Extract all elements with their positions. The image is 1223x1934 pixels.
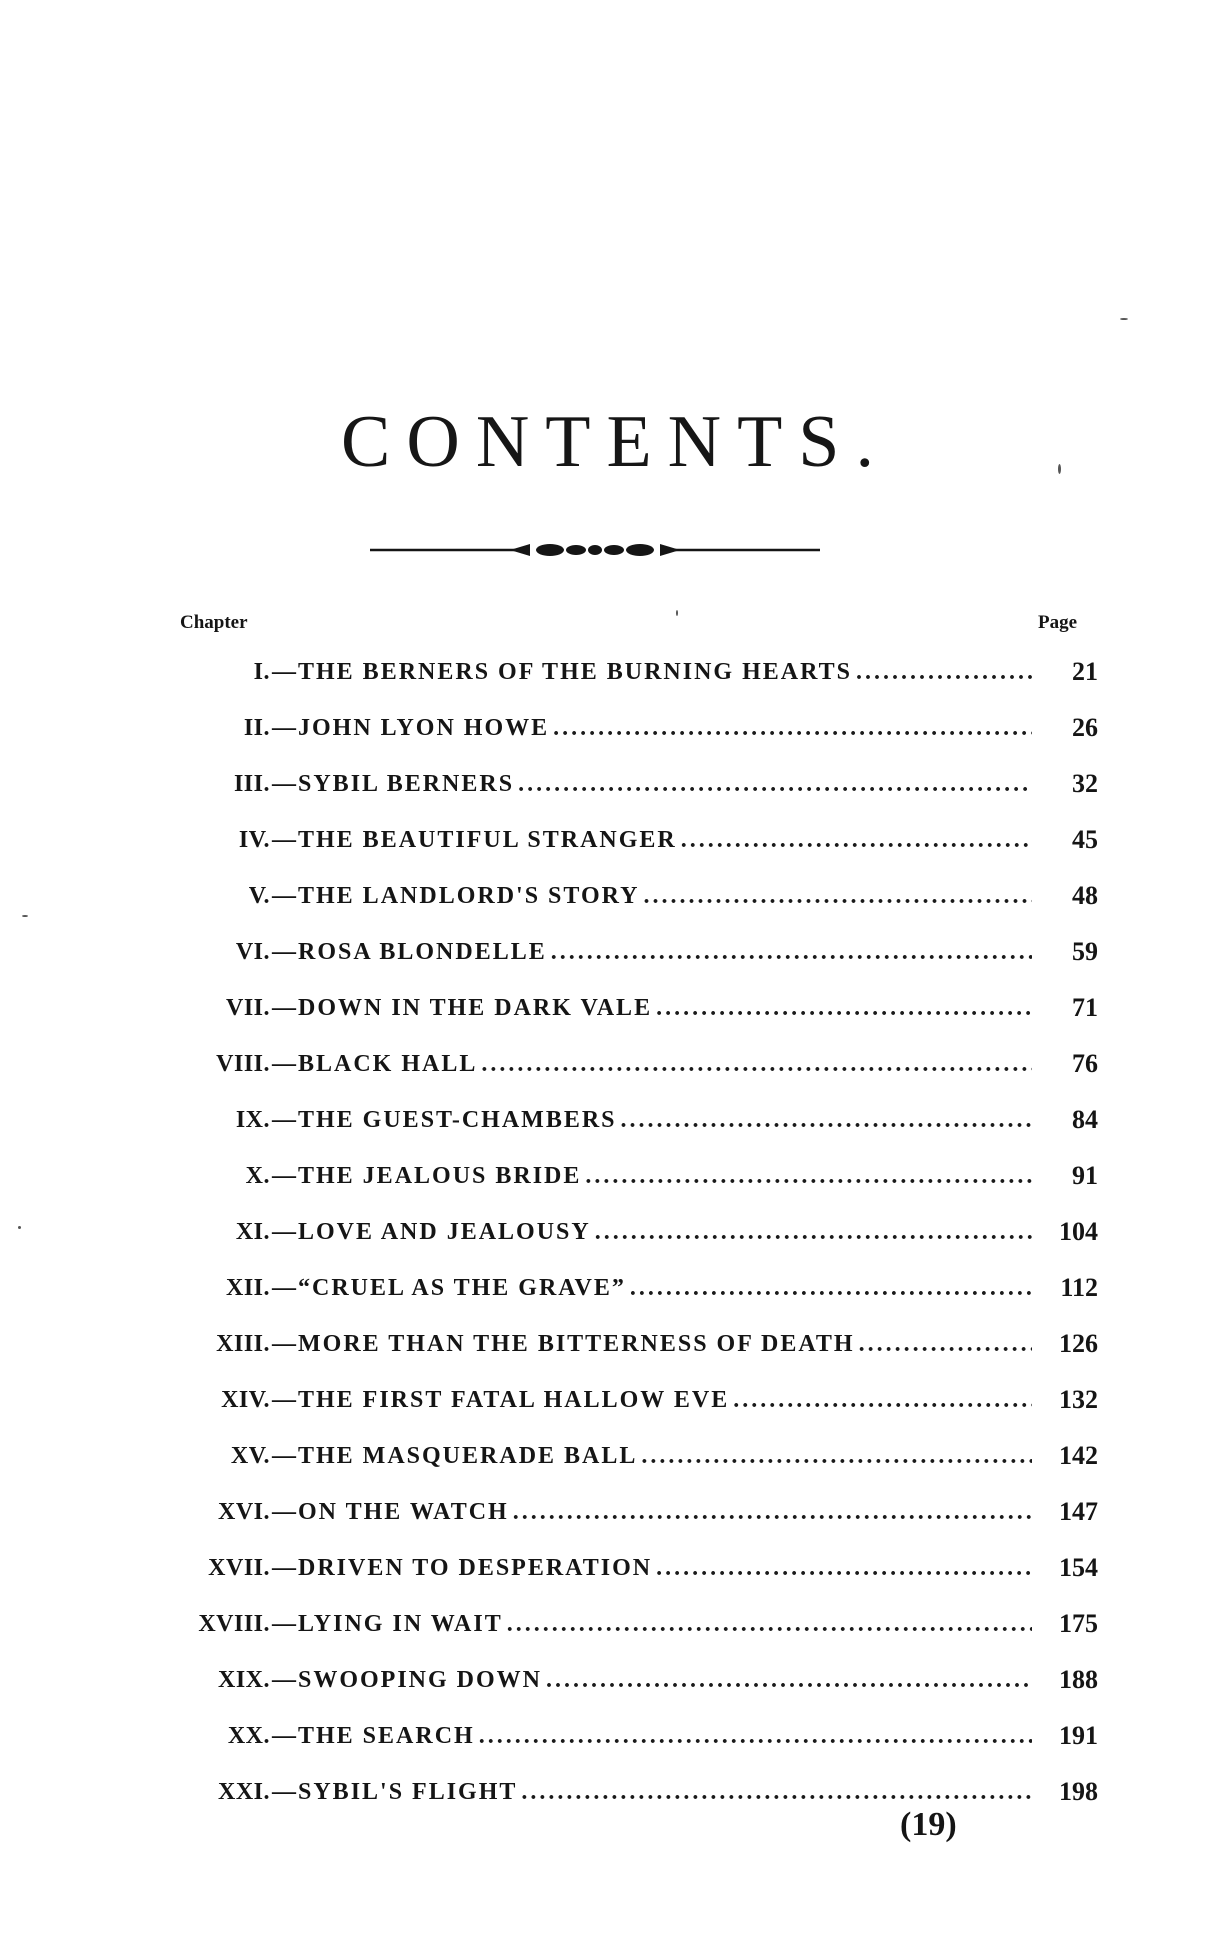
page-number: 104 <box>1059 1217 1098 1246</box>
chapter-number: XXI. <box>217 1778 270 1805</box>
dot-leader <box>656 995 1032 1022</box>
toc-entry[interactable] <box>150 1204 1098 1260</box>
chapter-title: DRIVEN TO DESPERATION <box>298 1554 653 1581</box>
toc-entry[interactable] <box>150 980 1098 1036</box>
dash: — <box>272 770 296 797</box>
chapter-number: XIII. <box>216 1330 270 1357</box>
chapter-title: LOVE AND JEALOUSY <box>298 1218 591 1245</box>
chapter-title: SWOOPING DOWN <box>298 1666 543 1693</box>
dot-leader <box>518 771 1032 798</box>
page-folio: (19) <box>900 1806 957 1843</box>
dash: — <box>272 1778 296 1805</box>
toc-entry[interactable] <box>150 1148 1098 1204</box>
page-number: 48 <box>1072 881 1098 910</box>
dash: — <box>272 1498 296 1525</box>
dot-leader <box>521 1779 1032 1806</box>
chapter-number: VII. <box>225 994 270 1021</box>
dash: — <box>272 1274 296 1301</box>
page-number: 175 <box>1059 1609 1098 1638</box>
chapter-title: LYING IN WAIT <box>298 1610 503 1637</box>
toc-entry[interactable] <box>150 868 1098 924</box>
chapter-number: III. <box>233 770 270 797</box>
chapter-title: “CRUEL AS THE GRAVE” <box>298 1274 626 1301</box>
chapter-title: SYBIL BERNERS <box>298 770 515 797</box>
toc-entry[interactable] <box>150 644 1098 700</box>
toc-entry[interactable] <box>150 1428 1098 1484</box>
page-number: 32 <box>1072 769 1098 798</box>
dash: — <box>272 938 296 965</box>
toc-entry[interactable] <box>150 924 1098 980</box>
chapter-number: XIX. <box>217 1666 270 1693</box>
page-number: 126 <box>1059 1329 1098 1358</box>
dot-leader <box>479 1723 1032 1750</box>
page-number: 45 <box>1072 825 1098 854</box>
dot-leader <box>585 1163 1032 1190</box>
page-number: 112 <box>1060 1273 1098 1302</box>
toc-entry[interactable] <box>150 1316 1098 1372</box>
dot-leader <box>859 1331 1032 1358</box>
table-of-contents <box>150 644 1098 1820</box>
dash: — <box>272 1442 296 1469</box>
scan-speck <box>1120 318 1128 320</box>
scan-speck <box>1058 464 1061 474</box>
dash: — <box>272 1666 296 1693</box>
dash: — <box>272 658 296 685</box>
chapter-number: XI. <box>235 1218 270 1245</box>
chapter-title: JOHN LYON HOWE <box>298 714 550 741</box>
toc-entry[interactable] <box>150 1596 1098 1652</box>
dash: — <box>272 1218 296 1245</box>
page-number: 21 <box>1072 657 1098 686</box>
toc-entry[interactable] <box>150 1540 1098 1596</box>
dash: — <box>272 1330 296 1357</box>
chapter-title: ROSA BLONDELLE <box>298 938 547 965</box>
dot-leader <box>513 1499 1032 1526</box>
chapter-number: I. <box>253 658 270 685</box>
dash: — <box>272 1050 296 1077</box>
dot-leader <box>641 1443 1032 1470</box>
page-number: 191 <box>1059 1721 1098 1750</box>
chapter-number: XVI. <box>217 1498 270 1525</box>
toc-entry[interactable] <box>150 1372 1098 1428</box>
page-number: 198 <box>1059 1777 1098 1806</box>
page-number: 91 <box>1072 1161 1098 1190</box>
page-number: 188 <box>1059 1665 1098 1694</box>
chapter-title: DOWN IN THE DARK VALE <box>298 994 653 1021</box>
chapter-number: XVII. <box>208 1554 270 1581</box>
toc-entry[interactable] <box>150 1036 1098 1092</box>
dot-leader <box>643 883 1032 910</box>
chapter-title: THE BEAUTIFUL STRANGER <box>298 826 677 853</box>
toc-entry[interactable] <box>150 1708 1098 1764</box>
dot-leader <box>733 1387 1032 1414</box>
page-number: 76 <box>1072 1049 1098 1078</box>
dash: — <box>272 1162 296 1189</box>
dot-leader <box>481 1051 1032 1078</box>
toc-entry[interactable] <box>150 1260 1098 1316</box>
dot-leader <box>681 827 1032 854</box>
dot-leader <box>551 939 1032 966</box>
dash: — <box>272 1386 296 1413</box>
dash: — <box>272 1722 296 1749</box>
chapter-number: XX. <box>227 1722 270 1749</box>
page-number: 132 <box>1059 1385 1098 1414</box>
page-number: 147 <box>1059 1497 1098 1526</box>
page-number: 84 <box>1072 1105 1098 1134</box>
chapter-number: XVIII. <box>198 1610 270 1637</box>
toc-entry[interactable] <box>150 1652 1098 1708</box>
chapter-title: BLACK HALL <box>298 1050 478 1077</box>
scan-speck <box>676 610 678 616</box>
chapter-number: XIV. <box>221 1386 270 1413</box>
dash: — <box>272 826 296 853</box>
chapter-number: IV. <box>238 826 270 853</box>
dash: — <box>272 994 296 1021</box>
chapter-number: IX. <box>235 1106 270 1133</box>
page-number: 154 <box>1059 1553 1098 1582</box>
page-number: 26 <box>1072 713 1098 742</box>
dash: — <box>272 1554 296 1581</box>
dot-leader <box>856 659 1032 686</box>
chapter-title: THE FIRST FATAL HALLOW EVE <box>298 1386 730 1413</box>
dash: — <box>272 1610 296 1637</box>
chapter-title: THE LANDLORD'S STORY <box>298 882 640 909</box>
toc-entry[interactable] <box>150 700 1098 756</box>
dot-leader <box>546 1667 1032 1694</box>
dot-leader <box>553 715 1032 742</box>
chapter-title: SYBIL'S FLIGHT <box>298 1778 518 1805</box>
chapter-title: THE MASQUERADE BALL <box>298 1442 638 1469</box>
chapter-number: XV. <box>230 1442 270 1469</box>
dash: — <box>272 714 296 741</box>
page-number: 59 <box>1072 937 1098 966</box>
chapter-title: ON THE WATCH <box>298 1498 509 1525</box>
scan-speck <box>18 1226 21 1229</box>
chapter-title: THE BERNERS OF THE BURNING HEARTS <box>298 658 852 685</box>
dot-leader <box>595 1219 1032 1246</box>
chapter-column-heading: Chapter <box>180 612 248 633</box>
page-number: 142 <box>1059 1441 1098 1470</box>
toc-entry[interactable] <box>150 1484 1098 1540</box>
chapter-title: THE GUEST-CHAMBERS <box>298 1106 617 1133</box>
chapter-title: MORE THAN THE BITTERNESS OF DEATH <box>298 1330 855 1357</box>
chapter-number: VI. <box>235 938 270 965</box>
toc-entry[interactable] <box>150 1092 1098 1148</box>
dot-leader <box>621 1107 1032 1134</box>
chapter-number: XII. <box>225 1274 270 1301</box>
toc-entry[interactable] <box>150 812 1098 868</box>
chapter-title: THE SEARCH <box>298 1722 475 1749</box>
dash: — <box>272 882 296 909</box>
chapter-title: THE JEALOUS BRIDE <box>298 1162 582 1189</box>
page-title: CONTENTS. <box>341 401 890 483</box>
dash: — <box>272 1106 296 1133</box>
scan-speck <box>22 915 28 917</box>
page-column-heading: Page <box>1038 612 1078 633</box>
dot-leader <box>630 1275 1032 1302</box>
page-number: 71 <box>1072 993 1098 1022</box>
ornamental-rule-icon <box>370 538 820 562</box>
toc-entry[interactable] <box>150 756 1098 812</box>
chapter-number: VIII. <box>216 1050 270 1077</box>
chapter-number: II. <box>243 714 270 741</box>
dot-leader <box>656 1555 1032 1582</box>
chapter-number: X. <box>245 1162 270 1189</box>
dot-leader <box>507 1611 1032 1638</box>
chapter-number: V. <box>248 882 270 909</box>
